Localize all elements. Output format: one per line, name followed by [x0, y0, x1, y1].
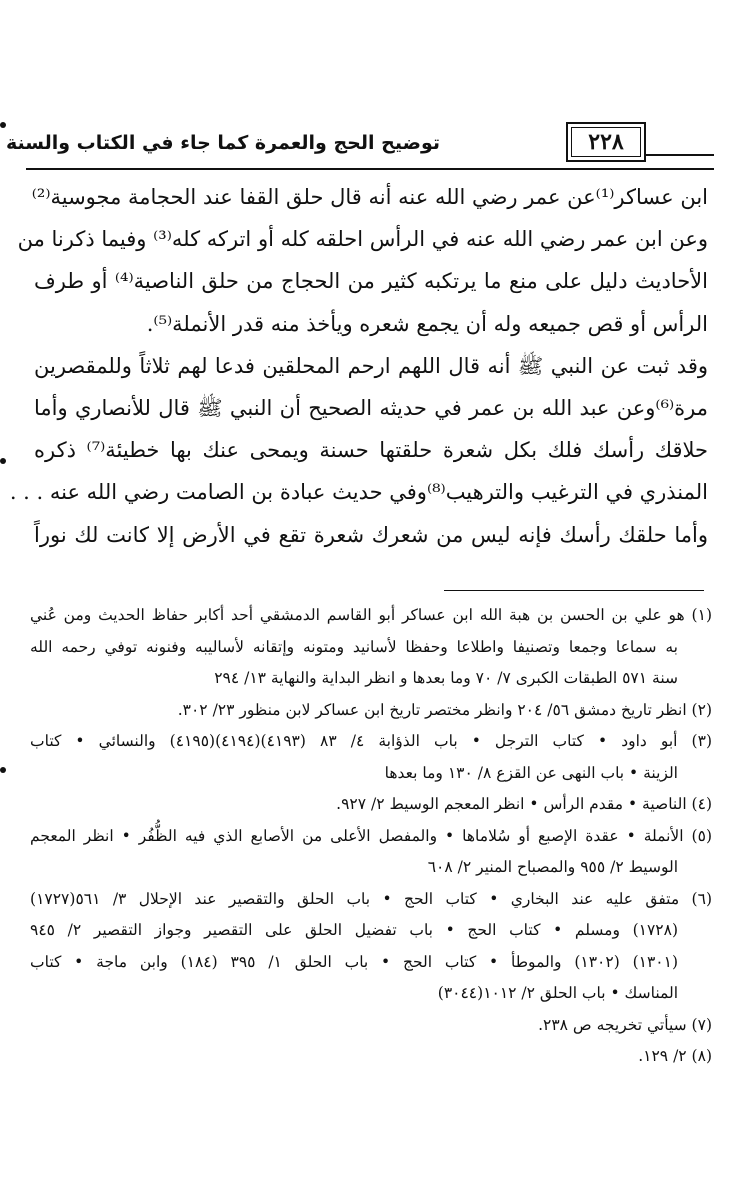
body-line: المنذري في الترغيب والترهيب⁽⁸⁾وفي حديث عبادة بن الصامت رضي الله عنه . . . — [9, 480, 708, 505]
footnote-line: المناسك • باب الحلق ٢/ ١٠١٢(٣٠٤٤) — [437, 984, 678, 1002]
footnote-line: (٢) انظر تاريخ دمشق ٥٦/ ٢٠٤ وانظر مختصر تاريخ ابن عساكر لابن منظور ٢٣/ ٣٠٢. — [177, 700, 712, 719]
page-number-frame — [566, 122, 646, 162]
body-line: حلاقك رأسك فلك بكل شعرة حلقتها حسنة ويمحى عنك بها خطيئة⁽⁷⁾ ذكره — [34, 438, 708, 463]
body-line: وعن ابن عمر رضي الله عنه في الرأس احلقه كله أو اتركه كله⁽³⁾ وفيما ذكرنا من — [17, 227, 708, 252]
margin-mark — [0, 767, 6, 773]
header-rule — [26, 168, 714, 170]
body-line: الأحاديث دليل على منع ما يرتكبه كثير من الحجاج من حلق الناصية⁽⁴⁾ أو طرف — [34, 269, 708, 294]
page-number: ٢٢٨ — [571, 127, 641, 157]
footnote-line: به سماعا وجمعا وتصنيفا واطلاعا وحفظا لأسانيد ومتونه وإتقانه لأساليبه وفنونه توفي رحمه الله — [30, 637, 678, 656]
footnote-line: الوسيط ٢/ ٩٥٥ والمصباح المنير ٢/ ٦٠٨ — [427, 858, 678, 876]
footnote-line: (١٧٢٨) ومسلم • كتاب الحج • باب تفضيل الحلق على التقصير وجواز التقصير ٢/ ٩٤٥ — [30, 921, 678, 939]
body-line: الرأس أو قص جميعه وله أن يجمع شعره ويأخذ منه قدر الأنملة⁽⁵⁾. — [146, 311, 708, 336]
running-title: توضيح الحج والعمرة كما جاء في الكتاب والسنة — [5, 132, 440, 154]
footnote-line: (٥) الأنملة • عقدة الإصبع أو سُلاماها • والمفصل الأعلى من الأصابع الذي فيه الظُّفُر • انظر المعجم — [30, 826, 712, 845]
footnotes — [30, 600, 712, 1073]
footnote-separator — [444, 590, 704, 591]
main-text — [9, 176, 708, 556]
footnote-line: (٦) متفق عليه عند البخاري • كتاب الحج • باب الحلق والتقصير عند الإحلال ٣/ ٥٦١(١٧٢٧) — [30, 889, 712, 908]
page-header — [5, 118, 714, 170]
footnote-line: (١٣٠١) (١٣٠٢) والموطأ • كتاب الحج • باب الحلق ١/ ٣٩٥ (١٨٤) وابن ماجة • كتاب — [30, 952, 679, 971]
footnote-line: (٨) ٢/ ١٢٩. — [638, 1047, 712, 1065]
body-line: وقد ثبت عن النبي ﷺ أنه قال اللهم ارحم المحلقين فدعا لهم ثلاثاً وللمقصرين — [34, 353, 708, 378]
footnote-line: (٧) سيأتي تخريجه ص ٢٣٨. — [538, 1015, 712, 1034]
body-line: ابن عساكر⁽¹⁾عن عمر رضي الله عنه أنه قال حلق القفا عند الحجامة مجوسية⁽²⁾ — [31, 185, 708, 209]
body-line: مرة⁽⁶⁾وعن عبد الله بن عمر في حديثه الصحيح أن النبي ﷺ قال للأنصاري وأما — [34, 395, 708, 420]
footnote-line: (١) هو علي بن الحسن بن هبة الله ابن عساكر أبو القاسم الدمشقي أحد أكابر حفاظ الحديث ومن عُني — [30, 606, 712, 624]
footnote-line: الزينة • باب النهى عن القزع ٨/ ١٣٠ وما بعدها — [384, 763, 678, 782]
margin-mark — [0, 458, 6, 464]
header-rule-right — [644, 154, 714, 156]
footnote-line: (٤) الناصية • مقدم الرأس • انظر المعجم الوسيط ٢/ ٩٢٧. — [336, 795, 712, 813]
footnote-line: سنة ٥٧١ الطبقات الكبرى ٧/ ٧٠ وما بعدها و انظر البداية والنهاية ١٣/ ٢٩٤ — [214, 669, 678, 687]
footnote-line: (٣) أبو داود • كتاب الترجل • باب الذؤابة ٤/ ٨٣ (٤١٩٣)(٤١٩٤)(٤١٩٥) والنسائي • كتاب — [30, 732, 712, 750]
body-line: وأما حلقك رأسك فإنه ليس من شعرك شعرة تقع في الأرض إلا كانت لك نوراً — [34, 522, 708, 547]
